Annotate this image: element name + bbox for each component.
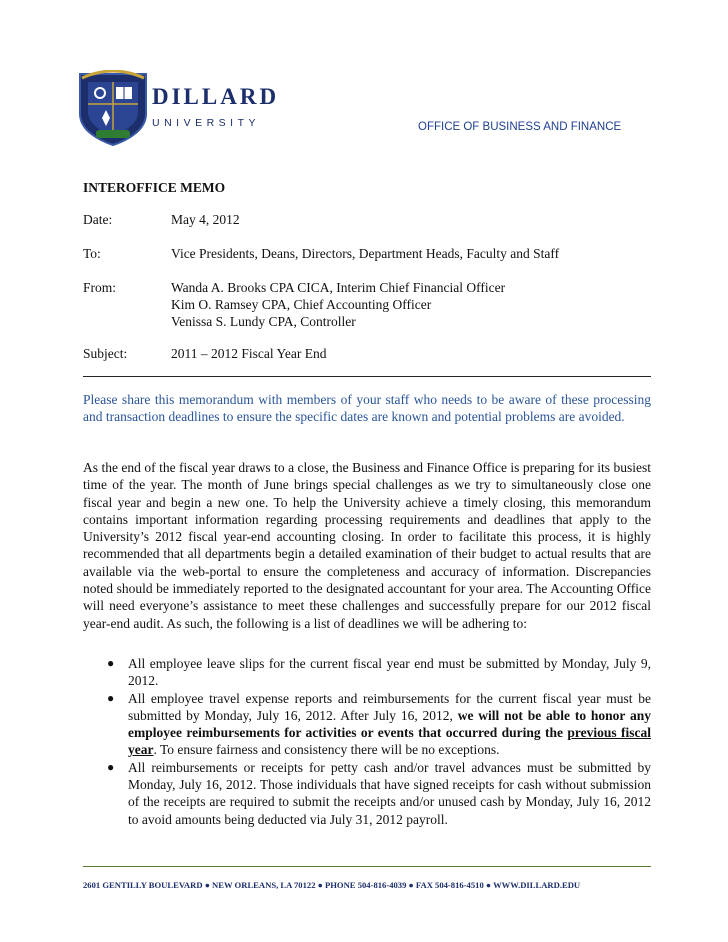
header-divider	[83, 376, 651, 377]
bullet-text: All employee travel expense reports and reimbursements for the current fiscal year must be submitted by Monday, July 16, 2012. After July 16, 2012,	[128, 690, 651, 723]
intro-paragraph: Please share this memorandum with members of your staff who needs to be aware of these processing and transaction deadlines to ensure the specific dates are known and potential problems are avoided.	[83, 392, 651, 425]
footer-address: 2601 GENTILLY BOULEVARD ● NEW ORLEANS, LA 70122 ● PHONE 504-816-4039 ● FAX 504-816-4510 ● WWW.DILLARD.EDU	[83, 880, 581, 890]
date-label: Date:	[83, 212, 113, 227]
list-item	[107, 759, 651, 828]
bullet-bold-underline-text: previous fiscal year	[128, 725, 651, 758]
memo-title: INTEROFFICE MEMO	[83, 180, 226, 195]
main-paragraph: As the end of the fiscal year draws to a close, the Business and Finance Office is preparing for its busiest time of the year. The month of June brings special challenges as we try to simultaneously close one fiscal year and begin a new one. To help the University achieve a timely closing, this memorandum contains important information regarding processing requirements and deadlines that apply to the University’s 2012 fiscal year-end accounting closing. In order to facilitate this process, it is highly recommended that all departments begin a detailed examination of their budget to actual results that are available via the web-portal to ensure the completeness and accuracy of information. Discrepancies noted should be immediately reported to the designated accountant for your area. The Accounting Office will need everyone’s assistance to meet these challenges and successfully prepare for our 2012 fiscal year-end audit. As such, the following is a list of deadlines we will be adhering to:	[83, 460, 651, 631]
office-name: OFFICE OF BUSINESS AND FINANCE	[418, 121, 622, 133]
bullet-icon: ●	[107, 656, 115, 670]
list-item	[107, 690, 652, 759]
list-item	[107, 655, 651, 690]
subject-label: Subject:	[83, 346, 128, 361]
bullet-icon: ●	[107, 759, 115, 774]
to-value: Vice Presidents, Deans, Directors, Department Heads, Faculty and Staff	[171, 246, 560, 261]
logo-subtitle: UNIVERSITY	[152, 117, 261, 129]
from-value-2: Kim O. Ramsey CPA, Chief Accounting Officer	[171, 297, 432, 312]
bullet-text: All employee leave slips for the current fiscal year end must be submitted by Monday, July 9, 2012.	[128, 656, 651, 689]
date-value: May 4, 2012	[171, 212, 240, 227]
deadline-list	[107, 655, 652, 828]
footer-divider	[83, 866, 651, 867]
bullet-icon: ●	[107, 690, 115, 705]
bullet-text-end: . To ensure fairness and consistency there will be no exceptions.	[153, 742, 500, 758]
bullet-bold-text: we will not be able to honor any employee reimbursements for activities or events that occurred during the	[128, 707, 652, 741]
to-label: To:	[83, 246, 101, 261]
from-value-1: Wanda A. Brooks CPA CICA, Interim Chief Financial Officer	[171, 280, 506, 295]
from-value-3: Venissa S. Lundy CPA, Controller	[171, 314, 356, 329]
from-label: From:	[83, 280, 117, 295]
logo-wordmark: DILLARD	[152, 84, 280, 109]
bullet-text: All reimbursements or receipts for petty cash and/or travel advances must be submitted by Monday, July 16, 2012. Those individuals that have signed receipts for cash without submission of the receipts are required to submit the receipts and/or unused cash by Monday, July 16, 2012 to avoid amounts being deducted via July 31, 2012 payroll.	[128, 759, 651, 827]
subject-value: 2011 – 2012 Fiscal Year End	[171, 346, 327, 361]
